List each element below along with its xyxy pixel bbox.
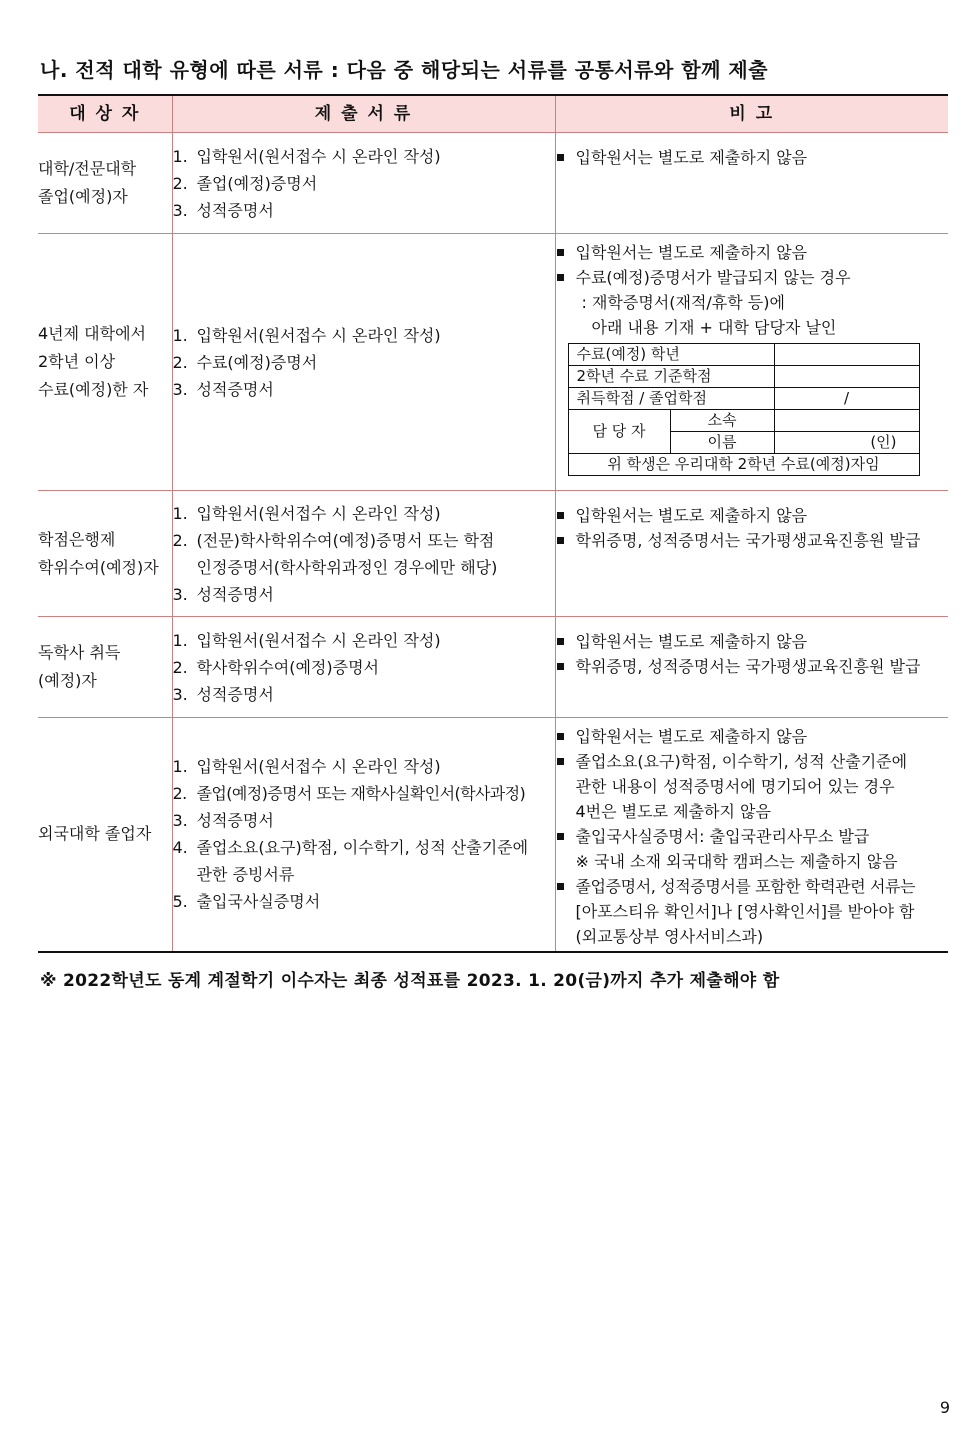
note-item: 입학원서는 별도로 제출하지 않음 — [556, 629, 949, 654]
note-item: 출입국사실증명서: 출입국관리사무소 발급 — [556, 824, 949, 849]
docs-cell — [172, 617, 555, 718]
footnote: ※ 2022학년도 동계 계절학기 이수자는 최종 성적표를 2023. 1. 20(금)까지 추가 제출해야 함 — [40, 971, 780, 991]
inner-label: 수료(예정) 학년 — [568, 344, 774, 366]
note-item: 입학원서는 별도로 제출하지 않음 — [556, 240, 949, 265]
docs-cell — [172, 491, 555, 617]
note-line: 관한 내용이 성적증명서에 명기되어 있는 경우 — [575, 777, 895, 796]
note-item: 학위증명, 성적증명서는 국가평생교육진흥원 발급 — [556, 528, 949, 553]
doc-item: 관한 증빙서류 — [196, 865, 295, 885]
docs-cell — [172, 234, 555, 491]
note-item: 수료(예정)증명서가 발급되지 않는 경우 — [556, 265, 949, 290]
note-item: 입학원서는 별도로 제출하지 않음 — [556, 503, 949, 528]
note-line: ※ 국내 소재 외국대학 캠퍼스는 제출하지 않음 — [575, 852, 898, 871]
doc-item: 2. 졸업(예정)증명서 또는 재학사실확인서(학사과정) — [172, 784, 526, 804]
docs-cell — [172, 718, 555, 952]
note-item: 입학원서는 별도로 제출하지 않음 — [556, 145, 949, 170]
notes-cell — [555, 491, 948, 617]
doc-item: 1. 입학원서(원서접수 시 온라인 작성) — [172, 325, 441, 345]
section-title: 나. 전적 대학 유형에 따른 서류 : 다음 중 해당되는 서류를 공통서류와 함께 제출 — [40, 58, 769, 82]
note-item: 입학원서는 별도로 제출하지 않음 — [556, 724, 949, 749]
doc-item: 3. 성적증명서 — [172, 811, 274, 831]
inner-value — [774, 366, 919, 388]
target-line: 외국대학 졸업자 — [38, 824, 152, 844]
doc-item: 1. 입학원서(원서접수 시 온라인 작성) — [172, 503, 441, 523]
page-number: 9 — [939, 1398, 950, 1417]
target-cell — [38, 617, 172, 718]
doc-item: 1. 입학원서(원서접수 시 온라인 작성) — [172, 757, 441, 777]
note-line: [아포스티유 확인서]나 [영사확인서]를 받아야 함 — [575, 902, 915, 921]
doc-item: 2. 졸업(예정)증명서 — [172, 173, 318, 193]
doc-item: 1. 입학원서(원서접수 시 온라인 작성) — [172, 146, 441, 166]
target-line: 졸업(예정)자 — [38, 187, 128, 206]
target-cell — [38, 234, 172, 491]
table-header-row — [38, 95, 948, 133]
doc-item: 2. (전문)학사학위수여(예정)증명서 또는 학점 — [172, 530, 495, 550]
inner-affil-label: 소속 — [670, 410, 774, 432]
doc-item: 3. 성적증명서 — [172, 200, 274, 220]
document-table — [38, 94, 948, 953]
target-line: (예정)자 — [38, 671, 97, 690]
header-docs: 제 출 서 류 — [172, 95, 555, 133]
doc-item: 3. 성적증명서 — [172, 584, 274, 604]
inner-staff-label: 담 당 자 — [568, 410, 670, 454]
confirmation-table — [568, 343, 920, 476]
notes-cell — [555, 234, 948, 491]
doc-item: 1. 입학원서(원서접수 시 온라인 작성) — [172, 630, 441, 650]
table-row — [38, 718, 948, 952]
target-line: 수료(예정)한 자 — [38, 380, 149, 399]
inner-value: / — [774, 388, 919, 410]
notes-cell — [555, 133, 948, 234]
note-item: 학위증명, 성적증명서는 국가평생교육진흥원 발급 — [556, 654, 949, 679]
inner-value — [774, 344, 919, 366]
target-cell — [38, 718, 172, 952]
inner-seal: (인) — [774, 432, 919, 454]
doc-item: 인정증명서(학사학위과정인 경우에만 해당) — [196, 557, 498, 577]
note-item: 졸업증명서, 성적증명서를 포함한 학력관련 서류는 — [556, 874, 949, 899]
table-row — [38, 234, 948, 491]
table-row — [38, 133, 948, 234]
note-line: 아래 내용 기재 + 대학 담당자 날인 — [591, 318, 837, 337]
inner-label: 취득학점 / 졸업학점 — [568, 388, 774, 410]
table-row — [38, 491, 948, 617]
header-target: 대 상 자 — [38, 95, 172, 133]
note-item: 졸업소요(요구)학점, 이수학기, 성적 산출기준에 — [556, 749, 949, 774]
doc-item: 5. 출입국사실증명서 — [172, 892, 321, 912]
target-cell — [38, 491, 172, 617]
doc-item: 4. 졸업소요(요구)학점, 이수학기, 성적 산출기준에 — [172, 838, 529, 858]
note-line: 4번은 별도로 제출하지 않음 — [575, 802, 771, 821]
inner-value — [774, 410, 919, 432]
doc-item: 3. 성적증명서 — [172, 379, 274, 399]
target-cell — [38, 133, 172, 234]
notes-cell — [555, 718, 948, 952]
docs-cell — [172, 133, 555, 234]
target-line: 4년제 대학에서 — [38, 324, 147, 343]
doc-item: 3. 성적증명서 — [172, 684, 274, 704]
target-line: 대학/전문대학 — [38, 159, 137, 178]
doc-item: 2. 수료(예정)증명서 — [172, 352, 318, 372]
target-line: 학점은행제 — [38, 529, 116, 549]
inner-confirm: 위 학생은 우리대학 2학년 수료(예정)자임 — [568, 454, 919, 476]
target-line: 독학사 취득 — [38, 643, 121, 662]
target-line: 2학년 이상 — [38, 352, 116, 371]
header-notes: 비 고 — [555, 95, 948, 133]
doc-item: 2. 학사학위수여(예정)증명서 — [172, 657, 380, 677]
note-line: (외교통상부 영사서비스과) — [575, 927, 764, 946]
target-line: 학위수여(예정)자 — [38, 557, 159, 577]
inner-name-label: 이름 — [670, 432, 774, 454]
table-row — [38, 617, 948, 718]
inner-label: 2학년 수료 기준학점 — [568, 366, 774, 388]
note-line: : 재학증명서(재적/휴학 등)에 — [581, 293, 785, 312]
notes-cell — [555, 617, 948, 718]
